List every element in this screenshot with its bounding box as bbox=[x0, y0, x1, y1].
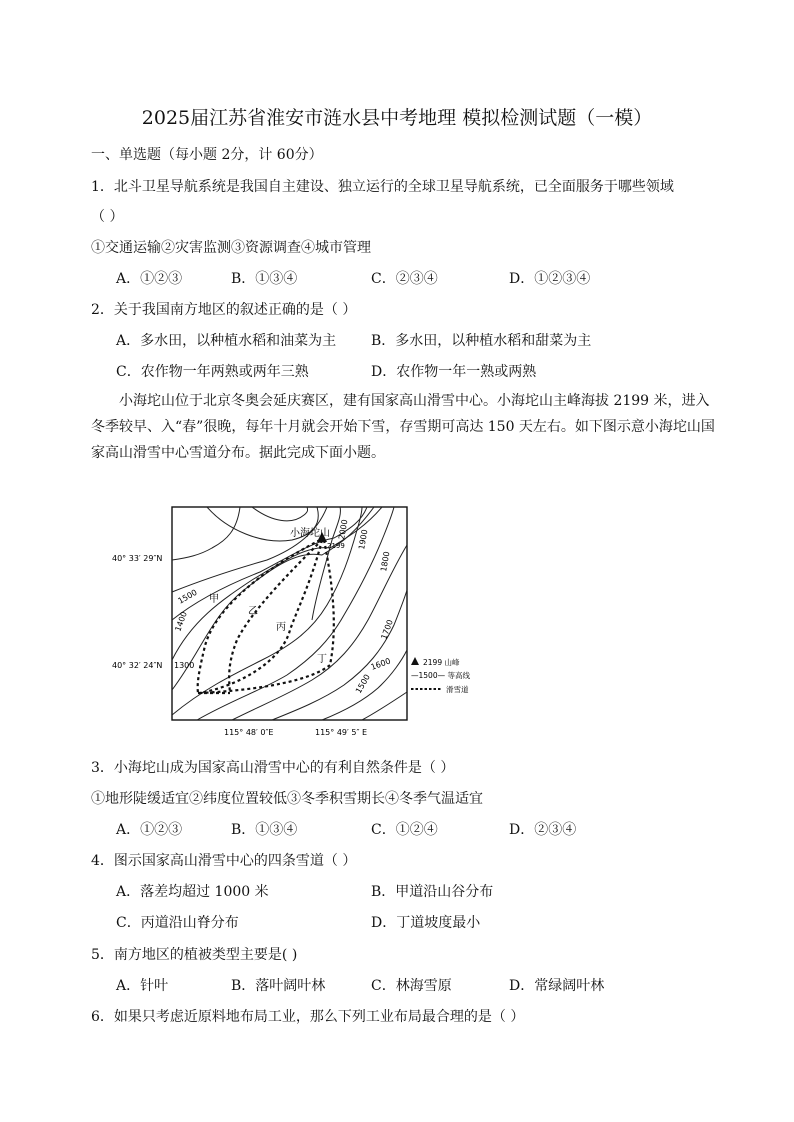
contour-label: 1500 bbox=[353, 672, 372, 695]
question-1-paren: （ ） bbox=[91, 209, 124, 225]
question-1-option-a[interactable]: A．①②③ bbox=[116, 271, 183, 287]
question-4-option-c[interactable]: C．丙道沿山脊分布 bbox=[116, 915, 239, 931]
question-1-stem: 1．北斗卫星导航系统是我国自主建设、独立运行的全球卫星导航系统，已全面服务于哪些领域 bbox=[91, 179, 674, 195]
contour-label: 1400 bbox=[173, 610, 189, 633]
longitude-label: 115° 48′ 0″E bbox=[224, 728, 274, 737]
question-1-items: ①交通运输②灾害监测③资源调查④城市管理 bbox=[91, 240, 371, 256]
question-4-option-a[interactable]: A．落差均超过 1000 米 bbox=[116, 884, 269, 900]
contour-label: 1700 bbox=[379, 618, 395, 641]
peak-name: 小海坨山 bbox=[290, 528, 330, 539]
page-title: 2025届江苏省淮安市涟水县中考地理 模拟检测试题（一模） bbox=[141, 107, 653, 129]
passage-text: 小海坨山位于北京冬奥会延庆赛区，建有国家高山滑雪中心。小海坨山主峰海拔 2199 米，进入冬季较早、入“春”很晚，每年十月就会开始下雪，存雪期可高达 150 天左右。如下图示意小海坨山国家高山滑雪中心雪道分布。据此完成下面小题。 bbox=[91, 393, 715, 461]
question-6-stem: 6．如果只考虑近原料地布局工业，那么下列工业布局最合理的是（ ） bbox=[91, 1009, 525, 1025]
question-3-option-a[interactable]: A．①②③ bbox=[116, 822, 183, 838]
section-heading: 一、单选题（每小题 2分，计 60分） bbox=[91, 147, 323, 163]
question-2-option-d[interactable]: D．农作物一年一熟或两熟 bbox=[371, 364, 537, 380]
latitude-label: 40° 32′ 24″N bbox=[112, 661, 163, 670]
contour-label: 1600 bbox=[369, 656, 392, 672]
contour-map bbox=[112, 500, 482, 740]
question-5-option-a[interactable]: A．针叶 bbox=[116, 978, 169, 994]
contour-label: 1500 bbox=[176, 587, 199, 606]
question-2-option-b[interactable]: B．多水田，以种植水稻和甜菜为主 bbox=[371, 333, 592, 349]
run-label-jia: 甲 bbox=[209, 594, 219, 605]
question-2-stem: 2．关于我国南方地区的叙述正确的是（ ） bbox=[91, 302, 357, 318]
contour-label: 2000 bbox=[337, 518, 350, 541]
question-5-option-d[interactable]: D．常绿阔叶林 bbox=[509, 978, 605, 994]
question-2-option-a[interactable]: A．多水田，以种植水稻和油菜为主 bbox=[116, 333, 337, 349]
question-5-option-b[interactable]: B．落叶阔叶林 bbox=[231, 978, 326, 994]
question-5-option-c[interactable]: C．林海雪原 bbox=[371, 978, 452, 994]
contour-label: 1800 bbox=[379, 550, 392, 573]
map-legend bbox=[411, 657, 470, 694]
question-3-items: ①地形陡缓适宜②纬度位置较低③冬季积雪期长④冬季气温适宜 bbox=[91, 791, 483, 807]
longitude-label: 115° 49′ 5″ E bbox=[315, 728, 368, 737]
peak-elevation: 2199 bbox=[327, 542, 345, 550]
question-5-stem: 5．南方地区的植被类型主要是( ) bbox=[91, 947, 298, 963]
legend-ski-run: 滑雪道 bbox=[446, 685, 469, 694]
contour-label: 1900 bbox=[357, 528, 370, 551]
legend-peak: 2199 山峰 bbox=[423, 658, 460, 667]
latitude-label: 40° 33′ 29″N bbox=[112, 554, 163, 563]
run-label-bing: 丙 bbox=[276, 622, 286, 633]
legend-contour: —1500— 等高线 bbox=[411, 671, 470, 680]
question-1-option-d[interactable]: D．①②③④ bbox=[509, 271, 591, 287]
legend-peak-icon bbox=[411, 657, 419, 665]
question-4-stem: 4．图示国家高山滑雪中心的四条雪道（ ） bbox=[91, 853, 357, 869]
question-3-option-c[interactable]: C．①②④ bbox=[371, 822, 438, 838]
run-label-yi: 乙 bbox=[248, 606, 258, 617]
question-4-option-b[interactable]: B．甲道沿山谷分布 bbox=[371, 884, 494, 900]
question-1-option-b[interactable]: B．①③④ bbox=[231, 271, 298, 287]
question-4-option-d[interactable]: D．丁道坡度最小 bbox=[371, 915, 481, 931]
contour-label: 1300 bbox=[174, 661, 195, 670]
question-3-option-d[interactable]: D．②③④ bbox=[509, 822, 577, 838]
question-1-option-c[interactable]: C．②③④ bbox=[371, 271, 438, 287]
question-3-option-b[interactable]: B．①③④ bbox=[231, 822, 298, 838]
run-label-ding: 丁 bbox=[317, 654, 327, 665]
question-3-stem: 3．小海坨山成为国家高山滑雪中心的有利自然条件是（ ） bbox=[91, 760, 455, 776]
reading-passage bbox=[91, 388, 719, 466]
question-2-option-c[interactable]: C．农作物一年两熟或两年三熟 bbox=[116, 364, 309, 380]
